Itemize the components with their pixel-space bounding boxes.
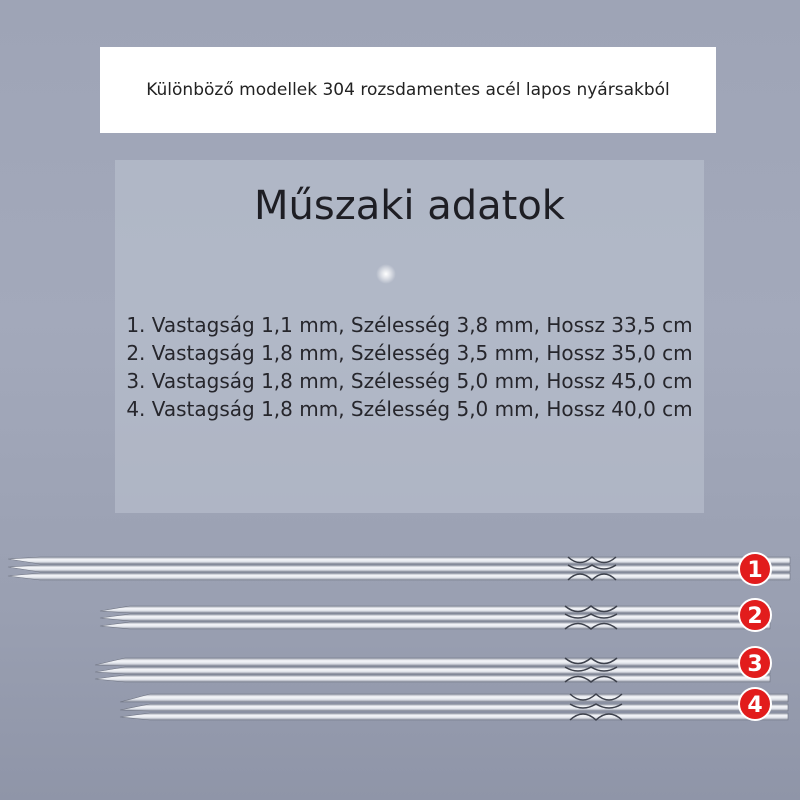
skewer-set-3 [95, 658, 770, 682]
caption-banner [100, 47, 716, 133]
skewer-set-2 [100, 606, 770, 629]
light-sparkle [376, 264, 396, 284]
caption-text: Különböző modellek 304 rozsdamentes acél lapos nyársakból [146, 80, 670, 100]
skewer-set-1 [8, 557, 790, 580]
badge-2-number: 2 [747, 604, 763, 629]
badge-2 [739, 599, 771, 631]
badge-1-number: 1 [747, 558, 763, 583]
skewer-illustration [0, 540, 800, 740]
badge-3-number: 3 [747, 652, 763, 677]
skewer-set-4 [120, 694, 788, 720]
specs-body: 1. Vastagság 1,1 mm, Szélesség 3,8 mm, Hossz 33,5 cm 2. Vastagság 1,8 mm, Szélesség 3,5 mm, Hossz 35,0 cm 3. Vastagság 1,8 mm, Szélesség 5,0 mm, Hossz 45,0 cm 4. Vastagság 1,8 mm, Szélesség 5,0 mm, Hossz 40,0 cm [126, 313, 693, 421]
specs-title: Műszaki adatok [254, 183, 565, 229]
badge-1 [739, 553, 771, 585]
badge-3 [739, 647, 771, 679]
badge-4 [739, 688, 771, 720]
badge-4-number: 4 [747, 693, 763, 718]
